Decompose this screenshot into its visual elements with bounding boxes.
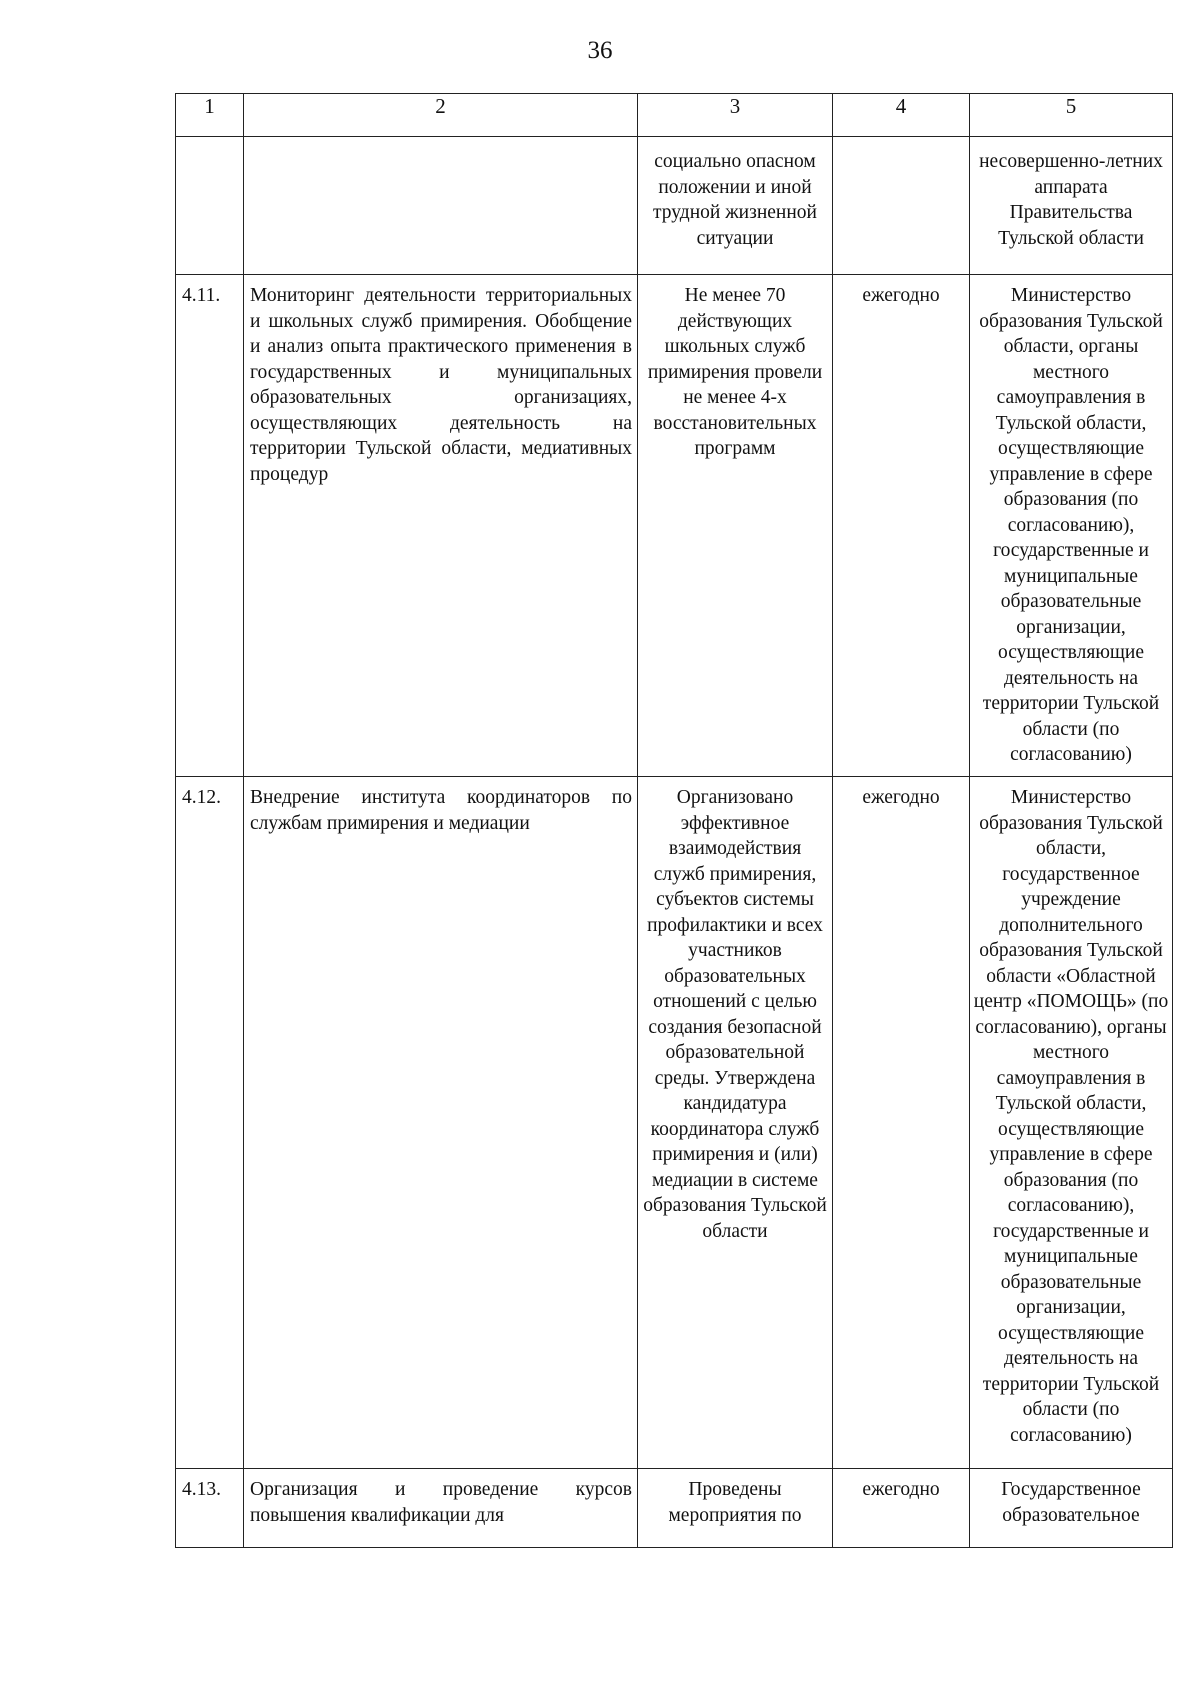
page-number: 36 (587, 37, 613, 64)
deadline-cell: ежегодно (833, 275, 970, 777)
column-number-header: 4 (833, 94, 970, 137)
deadline-cell: ежегодно (833, 777, 970, 1469)
measure-cell: Внедрение института координаторов по службам примирения и медиации (244, 777, 638, 1469)
deadline-cell (833, 137, 970, 275)
table-row (176, 275, 1173, 777)
table-row (176, 777, 1173, 1469)
row-number-cell: 4.11. (176, 275, 244, 777)
indicator-cell: Проведены мероприятия по (638, 1469, 833, 1548)
column-number-header: 2 (244, 94, 638, 137)
table-row-continuation (176, 137, 1173, 275)
table-header-row (176, 94, 1173, 137)
measures-table (175, 93, 1173, 1548)
column-number-header: 5 (970, 94, 1173, 137)
measure-cell: Мониторинг деятельности территориальных и школьных служб примирения. Обобщение и анализ опыта практического применения в государственных и муниципальных образовательных организациях, осуществляющих деятельность на территории Тульской области, медиативных процедур (244, 275, 638, 777)
indicator-cell: социально опасном положении и иной трудной жизненной ситуации (638, 137, 833, 275)
indicator-cell: Не менее 70 действующих школьных служб примирения провели не менее 4-х восстановительных программ (638, 275, 833, 777)
responsible-cell: Министерство образования Тульской области, государственное учреждение дополнительного образования Тульской области «Областной центр «ПОМОЩЬ» (по согласованию), органы местного самоуправления в Тульской области, осуществляющие управление в сфере образования (по согласованию), государственные и муниципальные образовательные организации, осуществляющие деятельность на территории Тульской области (по согласованию) (970, 777, 1173, 1469)
responsible-cell: Министерство образования Тульской области, органы местного самоуправления в Тульской области, осуществляющие управление в сфере образования (по согласованию), государственные и муниципальные образовательные организации, осуществляющие деятельность на территории Тульской области (по согласованию) (970, 275, 1173, 777)
column-number-header: 3 (638, 94, 833, 137)
deadline-cell: ежегодно (833, 1469, 970, 1548)
table-row (176, 1469, 1173, 1548)
row-number-cell (176, 137, 244, 275)
row-number-cell: 4.12. (176, 777, 244, 1469)
measure-cell: Организация и проведение курсов повышения квалификации для (244, 1469, 638, 1548)
responsible-cell: несовершенно-летних аппарата Правительства Тульской области (970, 137, 1173, 275)
measure-cell (244, 137, 638, 275)
indicator-cell: Организовано эффективное взаимодействия служб примирения, субъектов системы профилактики и всех участников образовательных отношений с целью создания безопасной образовательной среды. Утверждена кандидатура координатора служб примирения и (или) медиации в системе образования Тульской области (638, 777, 833, 1469)
row-number-cell: 4.13. (176, 1469, 244, 1548)
column-number-header: 1 (176, 94, 244, 137)
responsible-cell: Государственное образовательное (970, 1469, 1173, 1548)
